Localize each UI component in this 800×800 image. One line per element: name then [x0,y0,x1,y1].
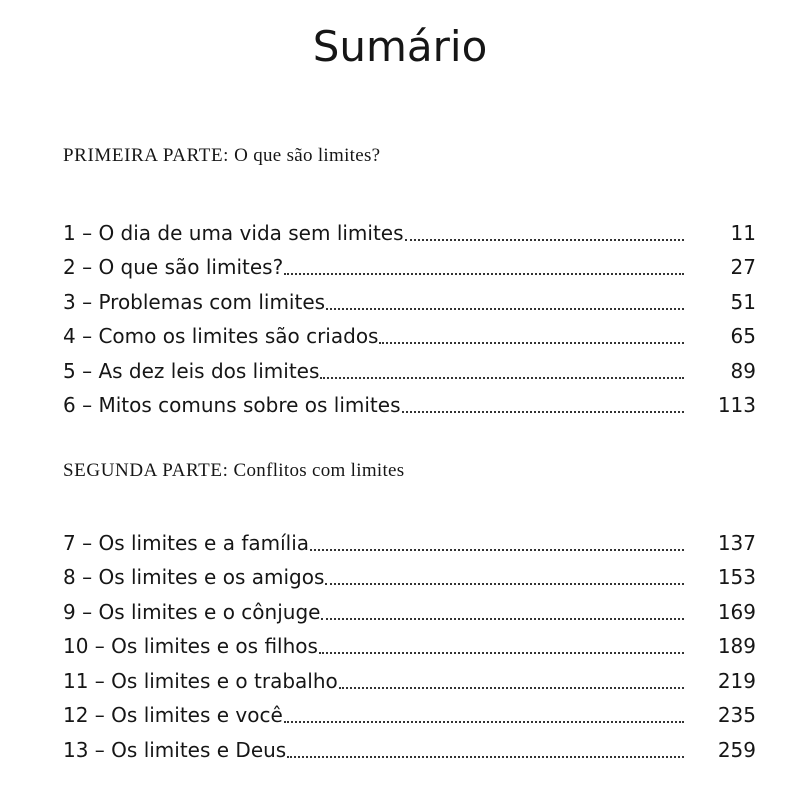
page-title: Sumário [312,22,488,71]
dot-leader [325,290,684,314]
chapter-number: 2 [63,255,76,279]
toc-entry-chapter-7[interactable]: 7 – Os limites e a família 137 [63,530,756,555]
chapter-number: 1 [63,220,76,245]
chapter-title: Mitos comuns sobre os limites [98,393,401,417]
chapter-number: 7 [63,530,76,555]
chapter-number: 13 [63,737,89,762]
page-number: 259 [717,737,756,762]
toc-entry-chapter-1[interactable]: 1 – O dia de uma vida sem limites 11 [63,220,756,245]
dot-leader [283,255,684,279]
chapter-title: Os limites e o trabalho [111,668,338,693]
part-heading-2 [63,460,404,482]
page-number: 51 [730,289,756,314]
chapter-number: 8 [63,565,76,589]
dot-leader [320,600,684,624]
chapter-number: 10 [63,634,89,658]
chapter-number: 5 [63,358,76,383]
page-number: 113 [717,393,756,417]
chapter-title: Como os limites são criados [98,324,379,348]
page-number: 219 [717,668,756,693]
toc-entry-chapter-6[interactable]: 6 – Mitos comuns sobre os limites 113 [63,393,756,417]
chapter-number: 3 [63,289,76,314]
page-number: 235 [717,703,756,727]
page-number: 27 [730,255,756,279]
chapter-title: Problemas com limites [98,289,326,314]
chapter-title: Os limites e o cônjuge [98,599,321,624]
dot-leader [378,324,684,348]
dot-leader [324,565,684,589]
dot-leader [404,221,684,245]
chapter-number: 4 [63,324,76,348]
chapter-title: Os limites e Deus [111,737,287,762]
page-number: 65 [730,324,756,348]
page-number: 11 [730,220,756,245]
page-number: 169 [717,599,756,624]
chapter-title: Os limites e a família [98,530,310,555]
toc-entry-chapter-5[interactable]: 5 – As dez leis dos limites 89 [63,358,756,383]
page-number: 89 [730,358,756,383]
chapter-list-part-2 [63,520,756,762]
chapter-number: 6 [63,393,76,417]
part-subtitle: O que são limites? [234,145,381,166]
chapter-number: 9 [63,599,76,624]
toc-entry-chapter-3[interactable]: 3 – Problemas com limites 51 [63,289,756,314]
page-number: 189 [717,634,756,658]
chapter-number: 11 [63,668,89,693]
chapter-title: Os limites e os filhos [111,634,318,658]
dot-leader [318,634,684,658]
dot-leader [286,738,684,762]
page-number: 153 [717,565,756,589]
toc-entry-chapter-12[interactable]: 12 – Os limites e você 235 [63,703,756,727]
part-label: PRIMEIRA PARTE: [63,145,230,166]
toc-entry-chapter-2[interactable]: 2 – O que são limites? 27 [63,255,756,279]
dot-leader [401,393,685,417]
chapter-title: O que são limites? [98,255,284,279]
page-number: 137 [717,530,756,555]
dot-leader [309,531,684,555]
toc-entry-chapter-9[interactable]: 9 – Os limites e o cônjuge 169 [63,599,756,624]
chapter-title: As dez leis dos limites [98,358,320,383]
part-subtitle: Conflitos com limites [233,460,405,481]
chapter-list-part-1 [63,210,756,417]
dot-leader [283,703,684,727]
dot-leader [319,359,684,383]
toc-entry-chapter-10[interactable]: 10 – Os limites e os filhos 189 [63,634,756,658]
toc-entry-chapter-4[interactable]: 4 – Como os limites são criados 65 [63,324,756,348]
chapter-number: 12 [63,703,89,727]
chapter-title: O dia de uma vida sem limites [98,220,404,245]
part-heading-1 [63,145,380,167]
toc-entry-chapter-13[interactable]: 13 – Os limites e Deus 259 [63,737,756,762]
dot-leader [338,669,684,693]
chapter-title: Os limites e os amigos [98,565,325,589]
part-label: SEGUNDA PARTE: [63,460,229,481]
toc-entry-chapter-8[interactable]: 8 – Os limites e os amigos 153 [63,565,756,589]
toc-entry-chapter-11[interactable]: 11 – Os limites e o trabalho 219 [63,668,756,693]
chapter-title: Os limites e você [111,703,283,727]
